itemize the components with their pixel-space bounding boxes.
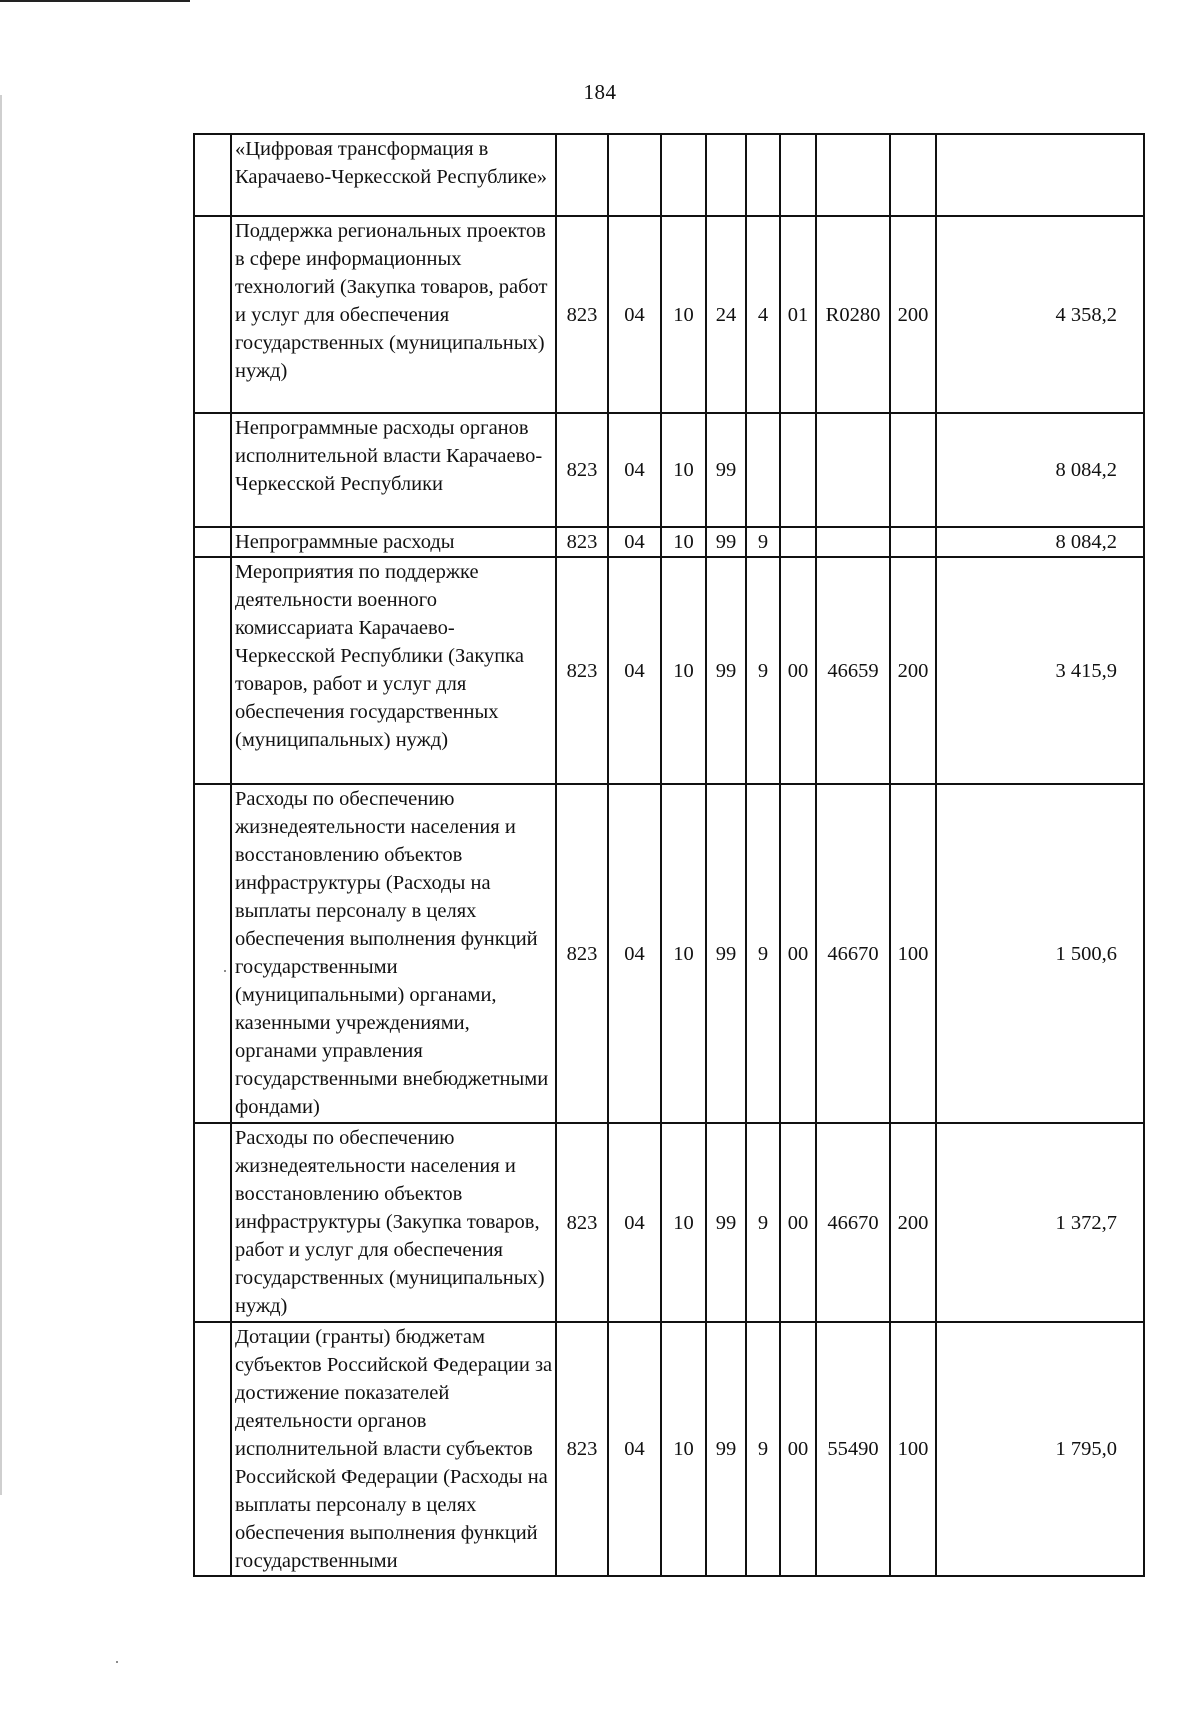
code-section-cell: 04 [608, 527, 661, 557]
budget-table [193, 133, 1145, 1577]
amount-cell: 8 084,2 [936, 527, 1144, 557]
table-row [194, 134, 1144, 216]
code-ministry-cell: 823 [556, 1322, 608, 1576]
code-expense-type-cell [890, 134, 936, 216]
code-section-cell: 04 [608, 216, 661, 413]
amount-cell: 1 372,7 [936, 1123, 1144, 1322]
code-subprogram-cell: 4 [746, 216, 780, 413]
row-index-cell [194, 216, 231, 413]
code-direction-cell: 46670 [816, 784, 890, 1123]
code-subprogram-cell: 9 [746, 1123, 780, 1322]
table-row [194, 1322, 1144, 1576]
scan-speck [224, 970, 226, 972]
amount-cell: 1 795,0 [936, 1322, 1144, 1576]
description-cell: Поддержка региональных проектов в сфере информационных технологий (Закупка товаров, работ и услуг для обеспечения государственных (муниципальных) нужд) [231, 216, 556, 413]
amount-cell: 8 084,2 [936, 413, 1144, 527]
code-expense-type-cell: 100 [890, 784, 936, 1123]
code-event-cell: 00 [780, 1123, 816, 1322]
code-ministry-cell [556, 134, 608, 216]
code-subprogram-cell: 9 [746, 784, 780, 1123]
amount-cell: 4 358,2 [936, 216, 1144, 413]
code-event-cell [780, 413, 816, 527]
code-program-cell: 99 [706, 413, 746, 527]
code-ministry-cell: 823 [556, 527, 608, 557]
code-direction-cell [816, 134, 890, 216]
code-ministry-cell: 823 [556, 216, 608, 413]
code-event-cell [780, 134, 816, 216]
row-index-cell [194, 784, 231, 1123]
code-expense-type-cell: 200 [890, 216, 936, 413]
budget-table-body [194, 134, 1144, 1576]
row-index-cell [194, 527, 231, 557]
scan-speck [116, 1661, 118, 1663]
code-expense-type-cell [890, 413, 936, 527]
code-subsection-cell: 10 [661, 413, 706, 527]
code-direction-cell [816, 527, 890, 557]
row-index-cell [194, 1123, 231, 1322]
code-ministry-cell: 823 [556, 413, 608, 527]
code-direction-cell: 46670 [816, 1123, 890, 1322]
code-ministry-cell: 823 [556, 1123, 608, 1322]
code-program-cell: 99 [706, 557, 746, 784]
amount-cell: 1 500,6 [936, 784, 1144, 1123]
code-direction-cell [816, 413, 890, 527]
description-cell: Расходы по обеспечению жизнедеятельности населения и восстановлению объектов инфраструктуры (Расходы на выплаты персоналу в целях обеспечения выполнения функций государственными (муниципальными) органами, казенными учреждениями, органами управления государственными внебюджетными фондами) [231, 784, 556, 1123]
code-program-cell [706, 134, 746, 216]
code-direction-cell: 46659 [816, 557, 890, 784]
code-section-cell: 04 [608, 784, 661, 1123]
code-program-cell: 99 [706, 1322, 746, 1576]
code-subprogram-cell [746, 413, 780, 527]
code-section-cell: 04 [608, 557, 661, 784]
code-subprogram-cell [746, 134, 780, 216]
page-number: 184 [583, 80, 617, 104]
code-expense-type-cell: 100 [890, 1322, 936, 1576]
code-subsection-cell: 10 [661, 557, 706, 784]
code-expense-type-cell [890, 527, 936, 557]
code-program-cell: 99 [706, 527, 746, 557]
description-cell: Непрограммные расходы органов исполнительной власти Карачаево-Черкесской Республики [231, 413, 556, 527]
code-program-cell: 99 [706, 784, 746, 1123]
scan-edge-shadow [0, 95, 2, 1495]
code-subprogram-cell: 9 [746, 557, 780, 784]
code-program-cell: 99 [706, 1123, 746, 1322]
code-direction-cell: R0280 [816, 216, 890, 413]
table-row [194, 557, 1144, 784]
row-index-cell [194, 1322, 231, 1576]
table-row [194, 784, 1144, 1123]
row-index-cell [194, 413, 231, 527]
description-cell: «Цифровая трансформация в Карачаево-Черкесской Республике» [231, 134, 556, 216]
code-subsection-cell: 10 [661, 216, 706, 413]
row-index-cell [194, 557, 231, 784]
description-cell: Непрограммные расходы [231, 527, 556, 557]
code-ministry-cell: 823 [556, 784, 608, 1123]
row-index-cell [194, 134, 231, 216]
amount-cell: 3 415,9 [936, 557, 1144, 784]
code-section-cell: 04 [608, 413, 661, 527]
code-section-cell [608, 134, 661, 216]
table-row [194, 216, 1144, 413]
code-event-cell: 00 [780, 557, 816, 784]
code-subprogram-cell: 9 [746, 1322, 780, 1576]
code-expense-type-cell: 200 [890, 1123, 936, 1322]
code-subsection-cell: 10 [661, 1322, 706, 1576]
table-row [194, 1123, 1144, 1322]
description-cell: Дотации (гранты) бюджетам субъектов Российской Федерации за достижение показателей деятельности органов исполнительной власти субъектов Российской Федерации (Расходы на выплаты персоналу в целях обеспечения выполнения функций государственными [231, 1322, 556, 1576]
amount-cell [936, 134, 1144, 216]
description-cell: Мероприятия по поддержке деятельности военного комиссариата Карачаево-Черкесской Республики (Закупка товаров, работ и услуг для обеспечения государственных (муниципальных) нужд) [231, 557, 556, 784]
code-direction-cell: 55490 [816, 1322, 890, 1576]
code-event-cell: 00 [780, 784, 816, 1123]
code-subsection-cell: 10 [661, 1123, 706, 1322]
code-event-cell: 00 [780, 1322, 816, 1576]
table-row [194, 413, 1144, 527]
scan-edge-mark [0, 0, 190, 2]
code-event-cell [780, 527, 816, 557]
code-subsection-cell [661, 134, 706, 216]
code-subprogram-cell: 9 [746, 527, 780, 557]
code-ministry-cell: 823 [556, 557, 608, 784]
code-subsection-cell: 10 [661, 527, 706, 557]
code-expense-type-cell: 200 [890, 557, 936, 784]
code-program-cell: 24 [706, 216, 746, 413]
code-section-cell: 04 [608, 1123, 661, 1322]
code-event-cell: 01 [780, 216, 816, 413]
description-cell: Расходы по обеспечению жизнедеятельности населения и восстановлению объектов инфраструктуры (Закупка товаров, работ и услуг для обеспечения государственных (муниципальных) нужд) [231, 1123, 556, 1322]
code-section-cell: 04 [608, 1322, 661, 1576]
table-row [194, 527, 1144, 557]
code-subsection-cell: 10 [661, 784, 706, 1123]
